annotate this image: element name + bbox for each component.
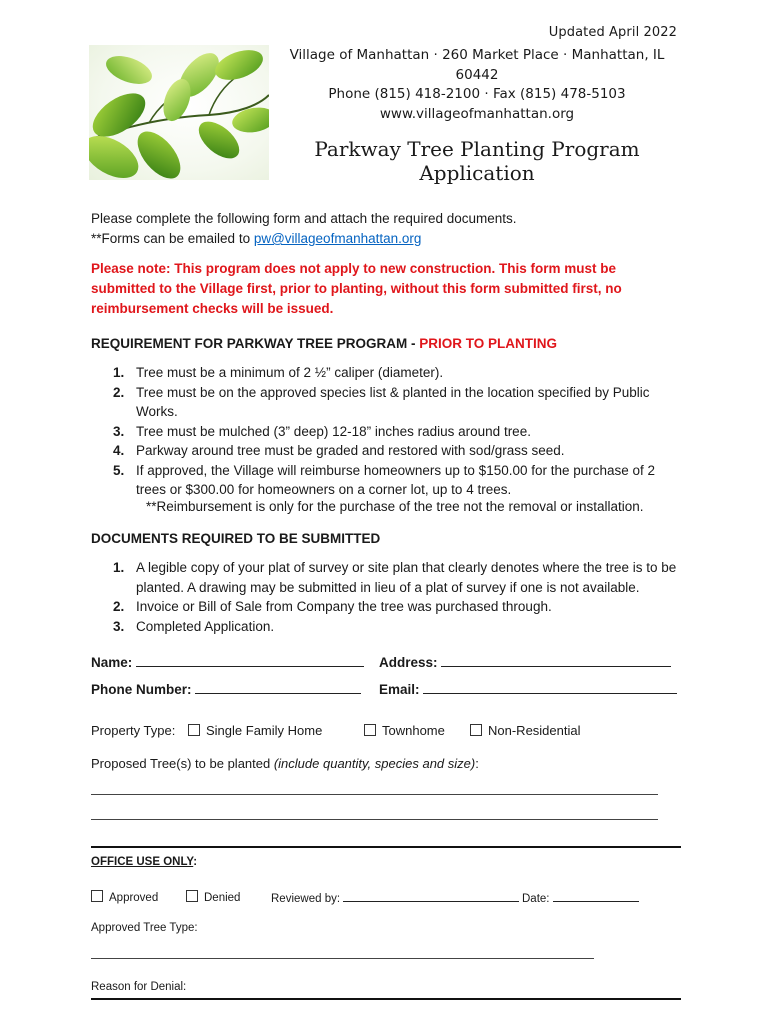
documents-heading: DOCUMENTS REQUIRED TO BE SUBMITTED xyxy=(91,531,381,546)
phone-fax-line: Phone (815) 418-2100 · Fax (815) 478-5103 xyxy=(328,86,626,102)
list-item xyxy=(91,617,681,637)
list-text: Tree must be on the approved species list & planted in the location specified by Public Works. xyxy=(136,384,650,419)
property-option-townhome[interactable] xyxy=(364,723,445,738)
approved-label: Approved xyxy=(109,892,159,905)
list-text: Invoice or Bill of Sale from Company the tree was purchased through. xyxy=(136,599,552,614)
requirements-heading-red: PRIOR TO PLANTING xyxy=(419,336,558,351)
village-address-block xyxy=(277,46,677,124)
name-label: Name: xyxy=(91,655,133,670)
email-field[interactable] xyxy=(379,682,677,697)
approved-option[interactable] xyxy=(91,892,158,904)
intro-line-1: Please complete the following form and attach the required documents. xyxy=(91,211,517,226)
list-number: 1. xyxy=(113,365,125,380)
list-text: Tree must be mulched (3” deep) 12-18” inches radius around tree. xyxy=(136,423,531,439)
list-text: Completed Application. xyxy=(136,618,275,634)
list-number: 3. xyxy=(113,618,125,634)
phone-label: Phone Number: xyxy=(91,682,192,697)
title-line-2: Application xyxy=(419,161,535,185)
proposed-trees-line-1[interactable] xyxy=(91,794,658,795)
property-type-label: Property Type: xyxy=(91,723,176,738)
email-label: Email: xyxy=(379,682,420,697)
date-line[interactable] xyxy=(553,901,639,902)
updated-date: Updated April 2022 xyxy=(548,25,677,40)
option-label: Non-Residential xyxy=(488,723,581,738)
phone-field[interactable] xyxy=(91,682,361,697)
denied-option[interactable] xyxy=(186,892,240,904)
address-line-input[interactable] xyxy=(441,666,671,667)
title-line-1: Parkway Tree Planting Program xyxy=(314,137,640,161)
reimbursement-note: **Reimbursement is only for the purchase of the tree not the removal or installation. xyxy=(146,499,644,514)
list-item xyxy=(91,461,681,500)
proposed-label-text: Proposed Tree(s) to be planted xyxy=(91,756,274,771)
website-line: www.villageofmanhattan.org xyxy=(379,105,575,122)
proposed-trees-label xyxy=(91,756,479,771)
email-link[interactable]: pw@villageofmanhattan.org xyxy=(253,231,422,246)
checkbox-icon[interactable] xyxy=(186,890,198,902)
address-line: Village of Manhattan · 260 Market Place · Manhattan, IL 60442 xyxy=(289,47,665,83)
property-option-non-residential[interactable] xyxy=(470,723,581,738)
reviewed-by-field[interactable] xyxy=(271,893,519,905)
list-number: 2. xyxy=(113,384,125,400)
office-divider-top xyxy=(91,846,681,848)
proposed-colon: : xyxy=(475,756,479,771)
leaf-photo xyxy=(89,45,269,180)
checkbox-icon[interactable] xyxy=(470,724,482,736)
list-item xyxy=(91,363,681,383)
list-number: 5. xyxy=(113,462,125,478)
list-text: Parkway around tree must be graded and restored with sod/grass seed. xyxy=(136,443,565,458)
property-option-single-family[interactable] xyxy=(188,723,322,738)
option-label: Townhome xyxy=(382,723,445,738)
leaf-image xyxy=(89,45,269,180)
list-text: If approved, the Village will reimburse homeowners up to $150.00 for the purchase of 2 trees or $300.00 for homeowners on a corner lot, up to 4 trees. xyxy=(136,462,656,497)
phone-line[interactable] xyxy=(195,693,361,694)
name-field[interactable] xyxy=(91,655,364,670)
list-text: Tree must be a minimum of 2 ½” caliper (diameter). xyxy=(136,365,444,380)
checkbox-icon[interactable] xyxy=(91,890,103,902)
requirements-list xyxy=(91,363,681,500)
intro-line-2 xyxy=(91,229,517,249)
list-number: 4. xyxy=(113,443,125,458)
requirements-heading-text: REQUIREMENT FOR PARKWAY TREE PROGRAM - xyxy=(91,336,420,351)
list-number: 2. xyxy=(113,599,125,614)
important-note: Please note: This program does not apply to new construction. This form must be submitted to the Village first, prior to planting, without this form submitted first, no reimbursement checks will be issued. xyxy=(91,261,622,316)
name-line[interactable] xyxy=(136,666,364,667)
reviewed-by-label: Reviewed by: xyxy=(271,893,341,905)
approved-tree-type-line[interactable] xyxy=(91,958,594,959)
email-line[interactable] xyxy=(423,693,677,694)
reason-for-denial-label: Reason for Denial: xyxy=(91,981,187,993)
document-title xyxy=(277,137,677,185)
checkbox-icon[interactable] xyxy=(364,724,376,736)
proposed-hint: (include quantity, species and size) xyxy=(273,756,476,771)
reviewed-by-line[interactable] xyxy=(343,901,519,902)
list-number: 3. xyxy=(113,423,125,439)
approved-tree-type-label: Approved Tree Type: xyxy=(91,922,198,934)
intro-email-prefix: **Forms can be emailed to xyxy=(91,231,254,246)
documents-list xyxy=(91,558,681,636)
list-number: 1. xyxy=(113,560,125,575)
list-item xyxy=(91,441,681,461)
address-label: Address: xyxy=(379,655,438,670)
list-text: A legible copy of your plat of survey or site plan that clearly denotes where the tree is to be planted. A drawing may be submitted in lieu of a plat of survey if one is not available. xyxy=(136,560,677,595)
date-label: Date: xyxy=(522,893,550,905)
date-field[interactable] xyxy=(522,893,639,905)
list-item xyxy=(91,422,681,442)
list-item xyxy=(91,558,681,597)
checkbox-icon[interactable] xyxy=(188,724,200,736)
intro-text xyxy=(91,209,517,249)
office-use-colon: : xyxy=(193,856,198,868)
list-item xyxy=(91,597,681,617)
office-use-text: OFFICE USE ONLY xyxy=(91,856,194,868)
requirements-heading xyxy=(91,336,557,351)
denied-label: Denied xyxy=(204,892,241,905)
option-label: Single Family Home xyxy=(206,723,323,738)
address-field[interactable] xyxy=(379,655,671,670)
office-divider-bottom xyxy=(91,998,681,1000)
office-use-heading xyxy=(91,856,197,868)
list-item xyxy=(91,383,681,422)
proposed-trees-line-2[interactable] xyxy=(91,819,658,820)
